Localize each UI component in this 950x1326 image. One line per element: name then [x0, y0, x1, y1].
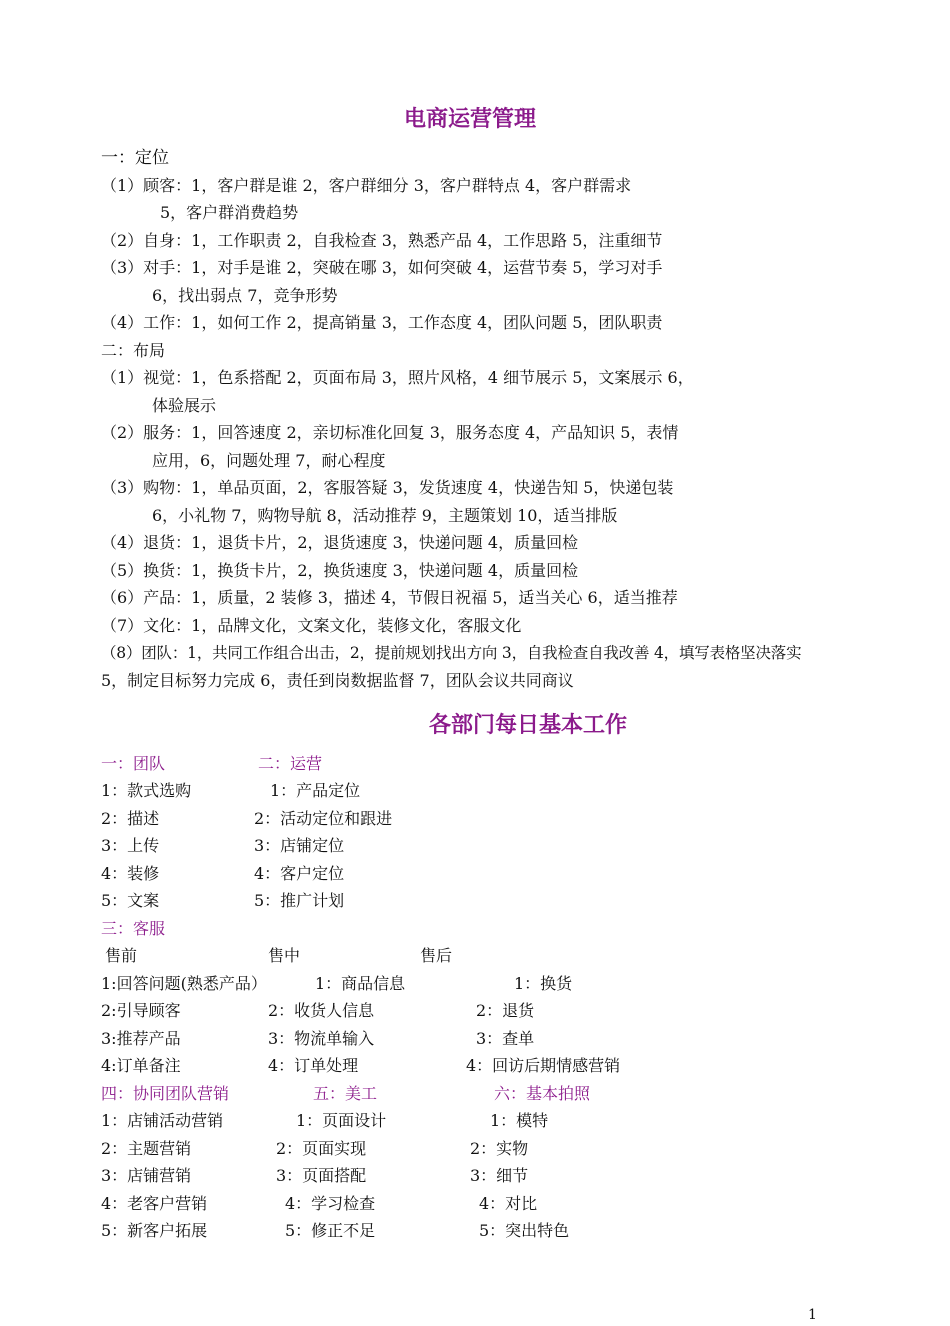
list-item: 1：换货: [514, 974, 573, 993]
list-item: 2：收货人信息: [268, 1001, 375, 1020]
list-item: 3：上传: [101, 836, 160, 855]
list-item: 2：主题营销: [101, 1139, 192, 1158]
text-line: 6，小礼物 7，购物导航 8，活动推荐 9，主题策划 10，适当排版: [152, 506, 618, 525]
list-item: 3：页面搭配: [276, 1166, 367, 1185]
doc-subtitle: 各部门每日基本工作: [428, 713, 627, 738]
list-item: 1：店铺活动营销: [101, 1111, 224, 1130]
list-item: 2:引导顾客: [101, 1001, 181, 1020]
text-line: 应用，6，问题处理 7，耐心程度: [152, 451, 386, 470]
list-item: 5：突出特色: [479, 1221, 570, 1240]
list-item: 1:回答问题(熟悉产品）: [101, 974, 267, 993]
heading-design: 五：美工: [313, 1084, 378, 1103]
list-item: 2：活动定位和跟进: [254, 809, 393, 828]
list-item: 3：店铺营销: [101, 1166, 192, 1185]
list-item: 3：查单: [476, 1029, 535, 1048]
list-item: 3:推荐产品: [101, 1029, 181, 1048]
subheading-aftersale: 售后: [420, 946, 453, 965]
list-item: 2：描述: [101, 809, 160, 828]
list-item: 4：老客户营销: [101, 1194, 208, 1213]
heading-team: 一：团队: [101, 754, 166, 773]
subheading-presale: 售前: [105, 946, 138, 965]
list-item: 4：装修: [101, 864, 160, 883]
text-line: （6）产品：1，质量，2 装修 3，描述 4，节假日祝福 5，适当关心 6，适当推荐: [101, 588, 678, 607]
text-line: （4）工作：1，如何工作 2，提高销量 3，工作态度 4，团队问题 5，团队职责: [101, 313, 663, 332]
text-line: （8）团队：1，共同工作组合出击，2，提前规划找出方向 3，自我检查自我改善 4，填写表格坚决落实: [101, 644, 802, 662]
list-item: 5：修正不足: [285, 1221, 376, 1240]
text-line: 体验展示: [152, 396, 217, 415]
text-line: 5，客户群消费趋势: [160, 203, 299, 222]
heading-service: 三：客服: [101, 919, 166, 938]
text-line: （2）自身：1，工作职责 2，自我检查 3，熟悉产品 4，工作思路 5，注重细节: [101, 231, 663, 250]
list-item: 1：页面设计: [296, 1111, 387, 1130]
text-line: （3）对手：1，对手是谁 2，突破在哪 3，如何突破 4，运营节奏 5，学习对手: [101, 258, 663, 277]
list-item: 1：商品信息: [315, 974, 406, 993]
heading-photo: 六：基本拍照: [494, 1084, 591, 1103]
list-item: 2：退货: [476, 1001, 535, 1020]
list-item: 1：产品定位: [270, 781, 361, 800]
text-line: （5）换货：1，换货卡片，2，换货速度 3，快递问题 4，质量回检: [101, 561, 579, 580]
list-item: 5：推广计划: [254, 891, 345, 910]
list-item: 1：款式选购: [101, 781, 192, 800]
list-item: 4:订单备注: [101, 1056, 181, 1075]
list-item: 3：物流单输入: [268, 1029, 375, 1048]
list-item: 4：订单处理: [268, 1056, 359, 1075]
list-item: 4：对比: [479, 1194, 538, 1213]
text-line: （3）购物：1，单品页面，2，客服答疑 3，发货速度 4，快递告知 5，快递包装: [101, 478, 674, 497]
text-line: （7）文化：1，品牌文化，文案文化，装修文化，客服文化: [101, 616, 522, 635]
heading-marketing: 四：协同团队营销: [101, 1084, 230, 1103]
list-item: 2：页面实现: [276, 1139, 367, 1158]
list-item: 4：学习检查: [285, 1194, 376, 1213]
heading-ops: 二：运营: [258, 754, 323, 773]
text-line: （1）顾客：1，客户群是谁 2，客户群细分 3，客户群特点 4，客户群需求: [101, 176, 632, 195]
doc-title: 电商运营管理: [403, 107, 536, 132]
text-line: （1）视觉：1，色系搭配 2，页面布局 3，照片风格，4 细节展示 5，文案展示 6，: [101, 368, 694, 387]
text-line: 5，制定目标努力完成 6，责任到岗数据监督 7，团队会议共同商议: [101, 671, 574, 690]
list-item: 1：模特: [490, 1111, 549, 1130]
list-item: 2：实物: [470, 1139, 529, 1158]
list-item: 4：客户定位: [254, 864, 345, 883]
list-item: 3：店铺定位: [254, 836, 345, 855]
text-line: （2）服务：1，回答速度 2，亲切标准化回复 3，服务态度 4，产品知识 5，表情: [101, 423, 679, 442]
text-line: 6，找出弱点 7，竞争形势: [152, 286, 338, 305]
list-item: 4：回访后期情感营销: [466, 1056, 621, 1075]
subheading-insale: 售中: [268, 946, 301, 965]
list-item: 5：新客户拓展: [101, 1221, 208, 1240]
list-item: 3：细节: [470, 1166, 529, 1185]
list-item: 5：文案: [101, 891, 160, 910]
text-line: （4）退货：1，退货卡片，2，退货速度 3，快递问题 4，质量回检: [101, 533, 579, 552]
section-heading-positioning: 一：定位: [101, 148, 169, 168]
page-number: 1: [808, 1307, 817, 1323]
section-heading-layout: 二：布局: [101, 341, 166, 360]
